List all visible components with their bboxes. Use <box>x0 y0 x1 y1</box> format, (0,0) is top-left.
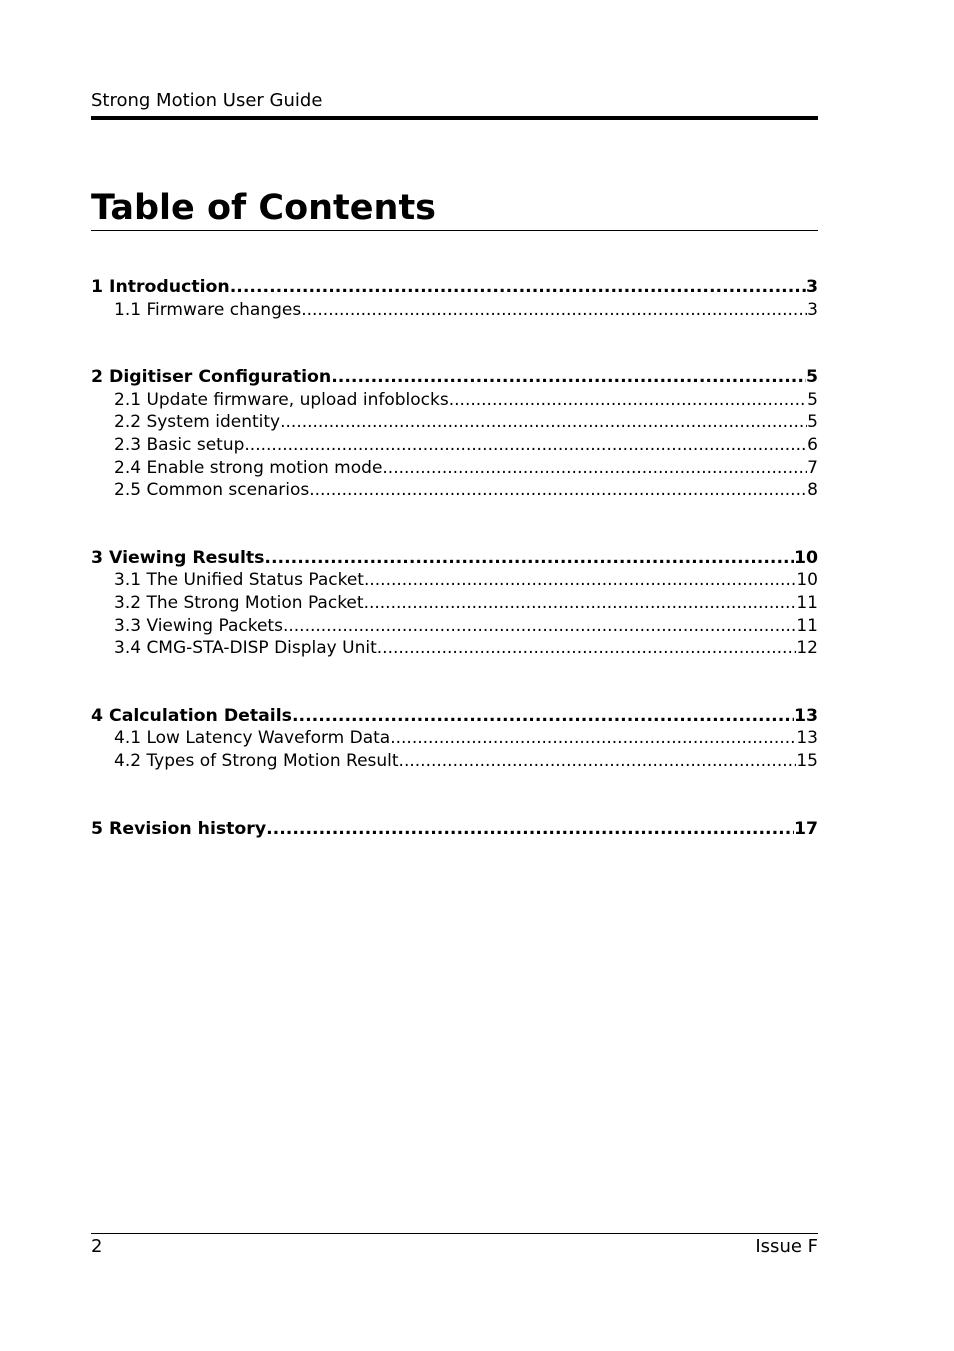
toc-entry[interactable] <box>91 705 818 728</box>
toc-entry[interactable] <box>91 637 818 660</box>
toc-entry-page: 10 <box>793 547 818 568</box>
issue-label: Issue F <box>755 1236 818 1257</box>
dot-leader <box>399 750 797 773</box>
dot-leader <box>364 592 797 615</box>
toc-entry[interactable] <box>91 299 818 322</box>
dot-leader <box>280 411 807 434</box>
toc-entry[interactable] <box>91 750 818 773</box>
toc-section-introduction <box>91 276 818 321</box>
toc-entry-page: 5 <box>807 389 818 410</box>
toc-entry-page: 3 <box>805 277 818 297</box>
toc-entry-page: 11 <box>796 615 818 636</box>
toc-entry-label: 3.2 The Strong Motion Packet <box>114 592 364 613</box>
dot-leader <box>331 366 806 389</box>
toc-entry[interactable] <box>91 547 818 570</box>
toc-entry-label: 4.1 Low Latency Waveform Data <box>114 728 391 749</box>
toc-entry[interactable] <box>91 411 818 434</box>
toc-entry-page: 3 <box>807 299 818 320</box>
page-number: 2 <box>91 1236 103 1257</box>
dot-leader <box>309 479 807 502</box>
toc-entry[interactable] <box>91 457 818 480</box>
dot-leader <box>283 615 796 638</box>
title-rule <box>91 230 818 231</box>
toc-entry-page: 10 <box>796 570 818 591</box>
toc-entry-label: 2.5 Common scenarios <box>114 480 310 501</box>
toc-entry-label: 2 Digitiser Configuration <box>91 367 332 388</box>
toc-entry[interactable] <box>91 479 818 502</box>
toc-entry[interactable] <box>91 727 818 750</box>
toc-entry[interactable] <box>91 818 818 841</box>
footer-rule <box>91 1233 818 1234</box>
toc-entry-page: 11 <box>796 592 818 613</box>
running-header: Strong Motion User Guide <box>91 90 323 111</box>
toc-entry-page: 6 <box>807 434 818 455</box>
dot-leader <box>266 818 794 841</box>
toc-section-revision-history <box>91 818 818 841</box>
dot-leader <box>292 705 794 728</box>
toc-entry-label: 3 Viewing Results <box>91 547 265 568</box>
toc-section-viewing-results <box>91 547 818 660</box>
toc-entry-page: 8 <box>807 480 818 501</box>
dot-leader <box>382 457 807 480</box>
toc-entry-label: 1 Introduction <box>91 277 230 297</box>
header-rule <box>91 116 818 120</box>
toc-entry[interactable] <box>91 569 818 592</box>
toc-entry[interactable] <box>91 434 818 457</box>
dot-leader <box>230 276 806 299</box>
dot-leader <box>364 569 796 592</box>
dot-leader <box>390 727 796 750</box>
toc-entry-label: 2.4 Enable strong motion mode <box>114 457 383 478</box>
toc-section-digitiser-configuration <box>91 366 818 502</box>
toc-entry-label: 1.1 Firmware changes <box>114 299 302 320</box>
toc-section-calculation-details <box>91 705 818 773</box>
toc-entry-label: 3.1 The Unified Status Packet <box>114 570 364 591</box>
toc-entry[interactable] <box>91 615 818 638</box>
toc-entry-page: 15 <box>796 750 818 771</box>
toc-entry-label: 5 Revision history <box>91 818 267 839</box>
dot-leader <box>449 389 807 412</box>
toc-entry-page: 12 <box>796 638 818 659</box>
dot-leader <box>264 547 794 570</box>
toc-entry[interactable] <box>91 276 818 299</box>
toc-entry-page: 17 <box>793 818 818 839</box>
dot-leader <box>377 637 797 660</box>
toc-entry-page: 5 <box>807 412 818 433</box>
toc-entry-label: 2.3 Basic setup <box>114 434 245 455</box>
toc-entry-page: 13 <box>793 705 818 726</box>
dot-leader <box>244 434 807 457</box>
toc-entry-label: 2.1 Update firmware, upload infoblocks <box>114 389 449 410</box>
toc-entry-label: 4.2 Types of Strong Motion Result <box>114 750 399 771</box>
toc-heading: Table of Contents <box>91 188 437 228</box>
toc-entry-label: 2.2 System identity <box>114 412 281 433</box>
toc-entry-page: 5 <box>805 367 818 388</box>
toc-entry-page: 13 <box>796 728 818 749</box>
table-of-contents <box>91 276 818 885</box>
toc-entry[interactable] <box>91 366 818 389</box>
dot-leader <box>301 299 807 322</box>
toc-entry[interactable] <box>91 592 818 615</box>
toc-entry-label: 4 Calculation Details <box>91 705 292 726</box>
toc-entry-label: 3.3 Viewing Packets <box>114 615 283 636</box>
toc-entry-page: 7 <box>807 457 818 478</box>
toc-entry-label: 3.4 CMG-STA-DISP Display Unit <box>114 638 377 659</box>
toc-entry[interactable] <box>91 389 818 412</box>
